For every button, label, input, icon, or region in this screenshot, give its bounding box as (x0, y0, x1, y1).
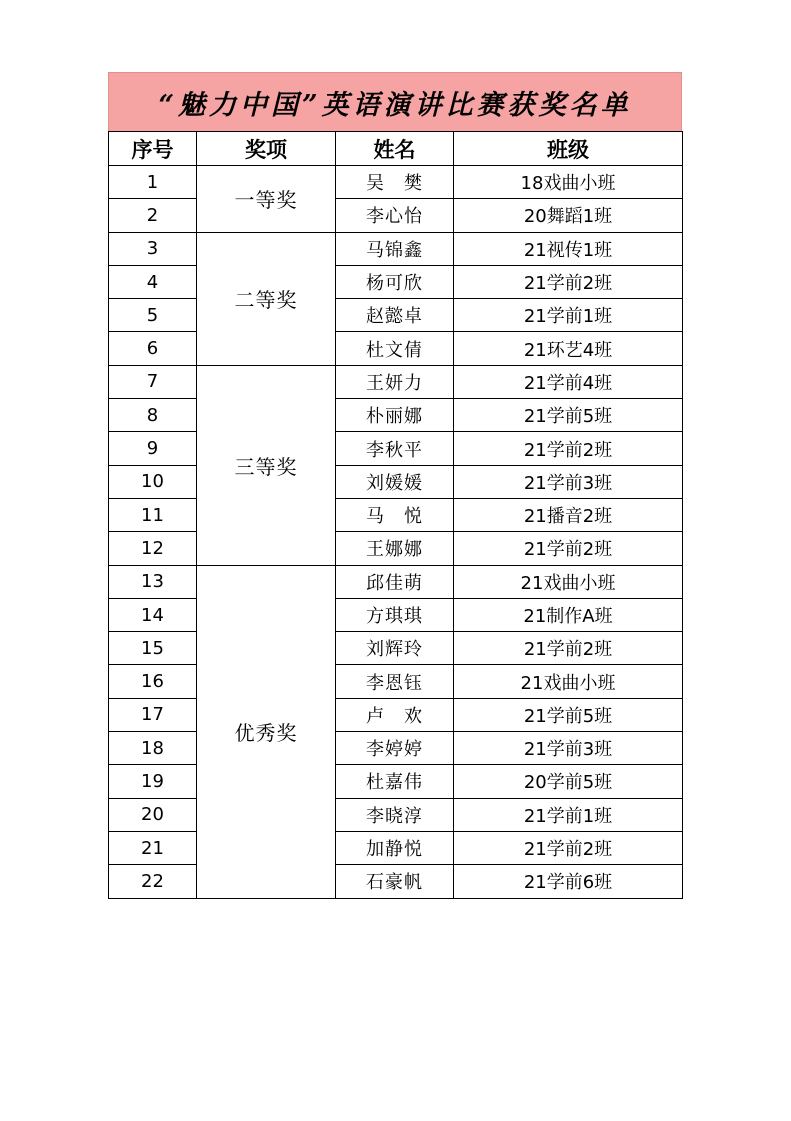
cell-class: 18戏曲小班 (454, 166, 683, 199)
cell-name: 赵懿卓 (336, 299, 454, 332)
table-row (109, 265, 683, 298)
cell-class: 21学前2班 (454, 265, 683, 298)
table-row (109, 565, 683, 598)
table-header (109, 132, 683, 166)
cell-number: 14 (109, 598, 197, 631)
table-row (109, 598, 683, 631)
cell-class: 21学前5班 (454, 399, 683, 432)
table-row (109, 166, 683, 199)
cell-class: 21学前2班 (454, 432, 683, 465)
cell-number: 12 (109, 532, 197, 565)
cell-class: 20舞蹈1班 (454, 199, 683, 232)
award-list-sheet (108, 72, 682, 899)
cell-number: 18 (109, 732, 197, 765)
cell-name: 卢 欢 (336, 698, 454, 731)
cell-class: 21学前3班 (454, 465, 683, 498)
table-row (109, 798, 683, 831)
cell-number: 17 (109, 698, 197, 731)
cell-number: 15 (109, 632, 197, 665)
cell-award: 三等奖 (197, 365, 336, 565)
cell-number: 19 (109, 765, 197, 798)
cell-number: 4 (109, 265, 197, 298)
cell-number: 9 (109, 432, 197, 465)
cell-name: 邱佳萌 (336, 565, 454, 598)
cell-number: 7 (109, 365, 197, 398)
cell-class: 21学前1班 (454, 299, 683, 332)
table-row (109, 332, 683, 365)
cell-number: 22 (109, 865, 197, 898)
table-row (109, 232, 683, 265)
table-row (109, 399, 683, 432)
table-row (109, 765, 683, 798)
cell-number: 11 (109, 498, 197, 531)
cell-name: 刘辉玲 (336, 632, 454, 665)
cell-name: 李晓淳 (336, 798, 454, 831)
header-row (109, 132, 683, 166)
cell-number: 6 (109, 332, 197, 365)
cell-name: 王娜娜 (336, 532, 454, 565)
cell-class: 21视传1班 (454, 232, 683, 265)
table-body (109, 166, 683, 899)
table-row (109, 831, 683, 864)
cell-class: 21戏曲小班 (454, 665, 683, 698)
cell-name: 杜文倩 (336, 332, 454, 365)
cell-name: 杨可欣 (336, 265, 454, 298)
cell-number: 5 (109, 299, 197, 332)
table-row (109, 199, 683, 232)
cell-name: 马锦鑫 (336, 232, 454, 265)
cell-name: 朴丽娜 (336, 399, 454, 432)
column-header-number: 序号 (109, 132, 197, 166)
cell-number: 16 (109, 665, 197, 698)
table-row (109, 732, 683, 765)
cell-name: 吴 樊 (336, 166, 454, 199)
table-row (109, 532, 683, 565)
table-row (109, 865, 683, 898)
table-row (109, 698, 683, 731)
cell-class: 20学前5班 (454, 765, 683, 798)
title-banner (108, 72, 682, 131)
cell-class: 21播音2班 (454, 498, 683, 531)
cell-number: 10 (109, 465, 197, 498)
cell-number: 20 (109, 798, 197, 831)
cell-name: 马 悦 (336, 498, 454, 531)
cell-name: 加静悦 (336, 831, 454, 864)
cell-name: 方琪琪 (336, 598, 454, 631)
cell-award: 二等奖 (197, 232, 336, 365)
table-row (109, 498, 683, 531)
column-header-name: 姓名 (336, 132, 454, 166)
cell-award: 优秀奖 (197, 565, 336, 898)
cell-class: 21学前2班 (454, 831, 683, 864)
cell-number: 3 (109, 232, 197, 265)
cell-name: 李心怡 (336, 199, 454, 232)
table-row (109, 632, 683, 665)
table-row (109, 432, 683, 465)
cell-class: 21学前6班 (454, 865, 683, 898)
cell-class: 21学前2班 (454, 532, 683, 565)
cell-class: 21制作A班 (454, 598, 683, 631)
cell-name: 刘媛媛 (336, 465, 454, 498)
cell-number: 8 (109, 399, 197, 432)
cell-name: 王妍力 (336, 365, 454, 398)
column-header-class: 班级 (454, 132, 683, 166)
cell-class: 21学前4班 (454, 365, 683, 398)
column-header-award: 奖项 (197, 132, 336, 166)
cell-number: 21 (109, 831, 197, 864)
cell-name: 杜嘉伟 (336, 765, 454, 798)
cell-class: 21环艺4班 (454, 332, 683, 365)
cell-name: 李恩钰 (336, 665, 454, 698)
table-row (109, 665, 683, 698)
cell-name: 石豪帆 (336, 865, 454, 898)
cell-name: 李秋平 (336, 432, 454, 465)
cell-number: 13 (109, 565, 197, 598)
award-table (108, 131, 683, 899)
cell-class: 21学前1班 (454, 798, 683, 831)
table-row (109, 465, 683, 498)
cell-name: 李婷婷 (336, 732, 454, 765)
table-row (109, 299, 683, 332)
cell-number: 1 (109, 166, 197, 199)
cell-class: 21学前3班 (454, 732, 683, 765)
page-title: “魅力中国”英语演讲比赛获奖名单 (158, 89, 632, 121)
cell-number: 2 (109, 199, 197, 232)
cell-class: 21学前5班 (454, 698, 683, 731)
cell-class: 21学前2班 (454, 632, 683, 665)
cell-class: 21戏曲小班 (454, 565, 683, 598)
table-row (109, 365, 683, 398)
cell-award: 一等奖 (197, 166, 336, 233)
